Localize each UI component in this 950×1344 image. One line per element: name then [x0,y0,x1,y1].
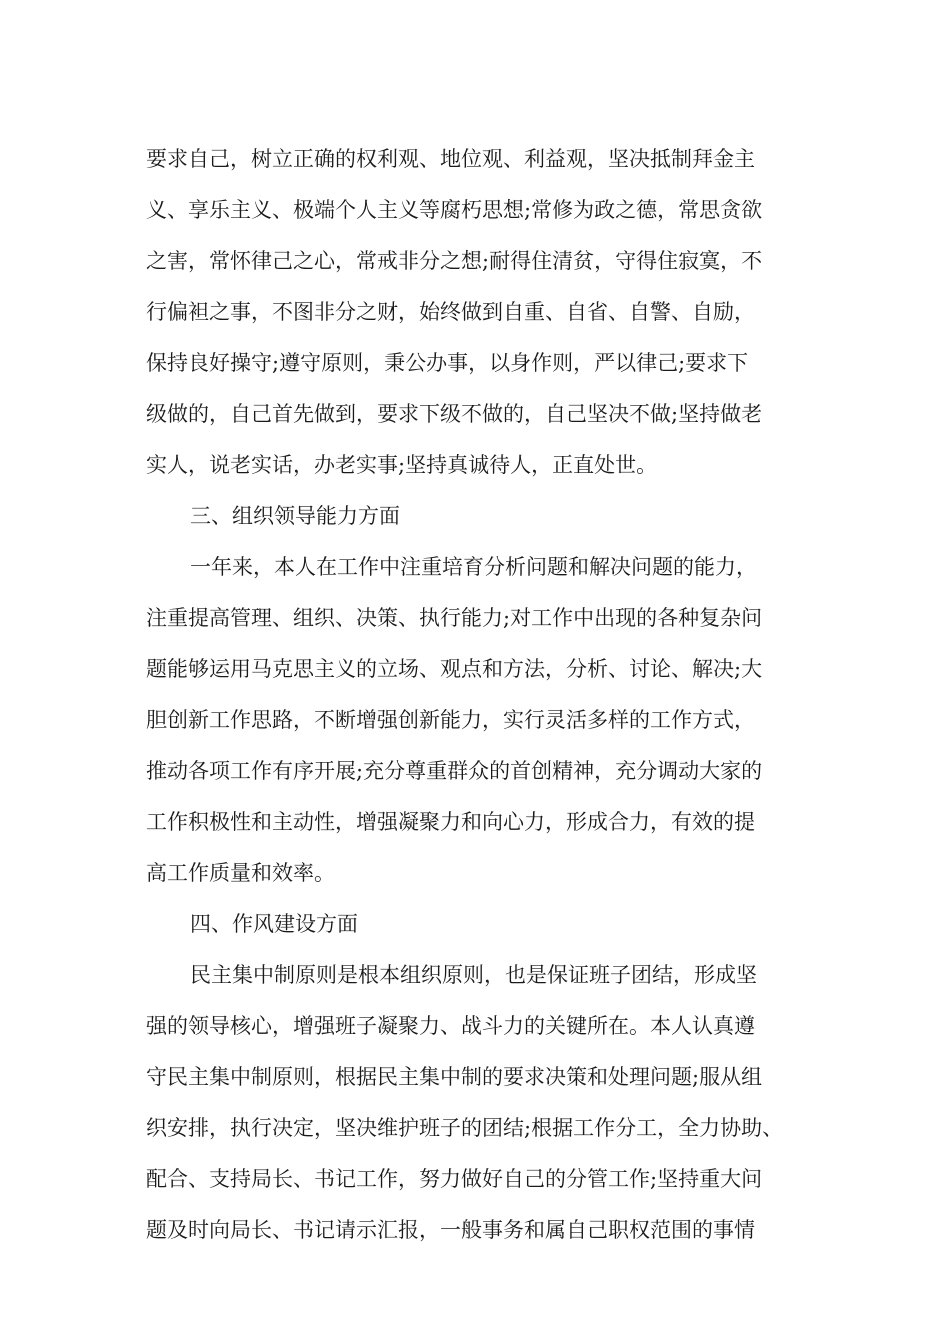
text-line: 胆创新工作思路，不断增强创新能力，实行灵活多样的工作方式， [146,708,755,732]
text-line: 工作积极性和主动性，增强凝聚力和向心力，形成合力，有效的提 [146,810,755,834]
text-line: 实人，说老实话，办老实事;坚持真诚待人，正直处世。 [146,453,658,477]
text-line: 题及时向局长、书记请示汇报，一般事务和属自己职权范围的事情 [146,1218,755,1242]
text-line: 守民主集中制原则，根据民主集中制的要求决策和处理问题;服从组 [146,1065,763,1089]
document-body [146,134,818,1256]
text-line: 配合、支持局长、书记工作，努力做好自己的分管工作;坚持重大问 [146,1167,763,1191]
section-heading: 四、作风建设方面 [190,912,358,936]
section-heading: 三、组织领导能力方面 [190,504,400,528]
text-line: 要求自己，树立正确的权利观、地位观、利益观，坚决抵制拜金主 [146,147,755,171]
text-line: 题能够运用马克思主义的立场、观点和方法，分析、讨论、解决;大 [146,657,763,681]
text-line: 义、享乐主义、极端个人主义等腐朽思想;常修为政之德，常思贪欲 [146,198,763,222]
text-line: 高工作质量和效率。 [146,861,335,885]
text-line: 行偏袒之事，不图非分之财，始终做到自重、自省、自警、自励， [146,300,755,324]
paragraph-first-line: 民主集中制原则是根本组织原则，也是保证班子团结，形成坚 [190,963,757,987]
paragraph-first-line: 一年来，本人在工作中注重培育分析问题和解决问题的能力， [190,555,757,579]
text-line: 保持良好操守;遵守原则，秉公办事，以身作则，严以律己;要求下 [146,351,749,375]
text-line: 强的领导核心，增强班子凝聚力、战斗力的关键所在。本人认真遵 [146,1014,755,1038]
text-line: 织安排，执行决定，坚决维护班子的团结;根据工作分工，全力协助、 [146,1116,784,1140]
text-line: 注重提高管理、组织、决策、执行能力;对工作中出现的各种复杂问 [146,606,763,630]
text-line: 级做的，自己首先做到，要求下级不做的，自己坚决不做;坚持做老 [146,402,763,426]
text-line: 之害，常怀律己之心，常戒非分之想;耐得住清贫，守得住寂寞，不 [146,249,763,273]
text-line: 推动各项工作有序开展;充分尊重群众的首创精神，充分调动大家的 [146,759,763,783]
